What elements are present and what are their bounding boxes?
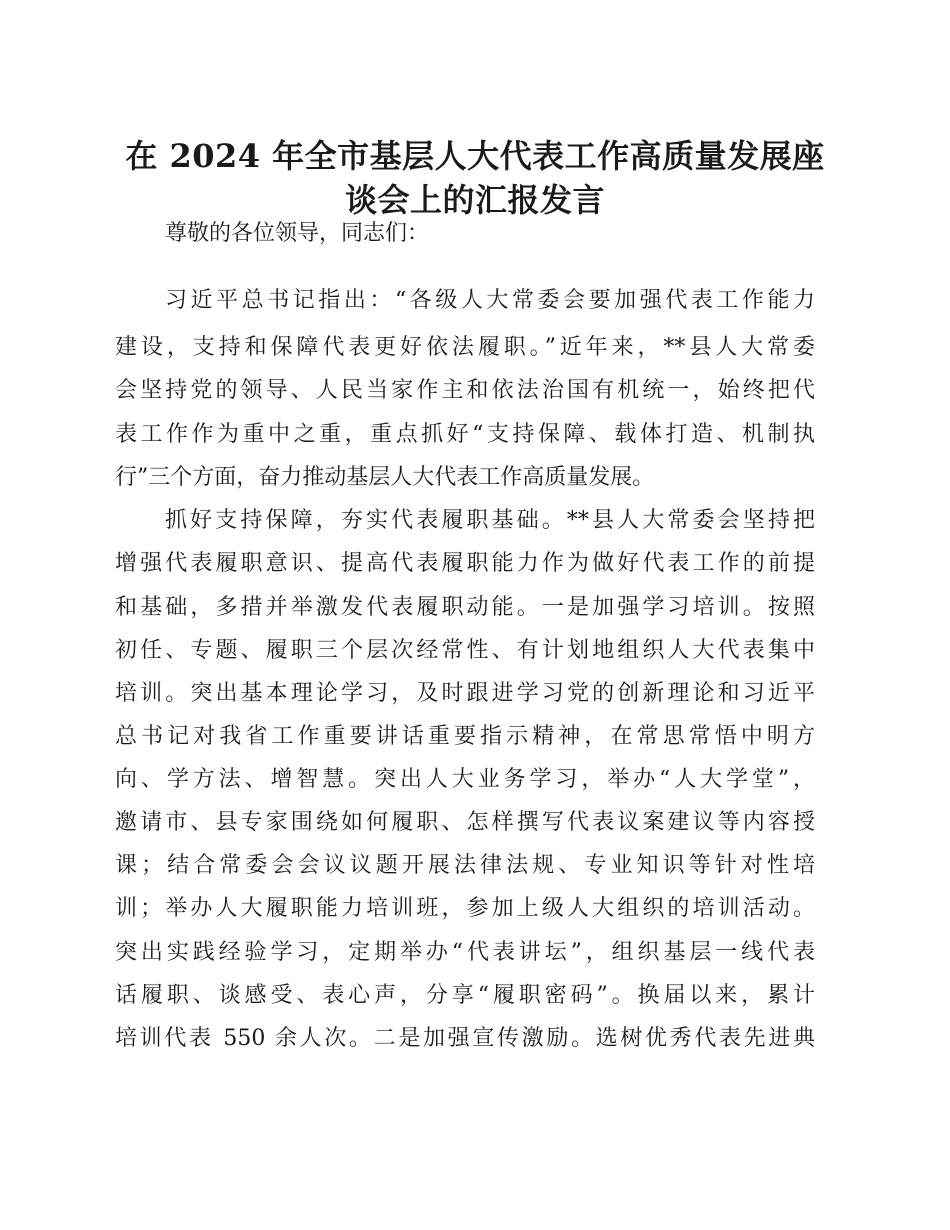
- paragraph-2-line: 课；结合常委会会议议题开展法律法规、专业知识等针对性培: [115, 853, 815, 878]
- paragraph-1-line: 表工作作为重中之重，重点抓好“支持保障、载体打造、机制执: [115, 422, 815, 447]
- paragraph-2-line: 培训。突出基本理论学习，及时跟进学习党的创新理论和习近平: [115, 681, 815, 706]
- paragraph-2-line: 训；举办人大履职能力培训班，参加上级人大组织的培训活动。: [115, 896, 815, 921]
- paragraph-1-line: 行”三个方面，奋力推动基层人大代表工作高质量发展。: [115, 465, 655, 490]
- paragraph-2-line: 抓好支持保障，夯实代表履职基础。**县人大常委会坚持把: [165, 508, 815, 533]
- paragraph-1-line: 会坚持党的领导、人民当家作主和依法治国有机统一，始终把代: [115, 378, 815, 403]
- paragraph-2-line: 突出实践经验学习，定期举办“代表讲坛”，组织基层一线代表: [115, 940, 815, 965]
- paragraph-2-line: 和基础，多措并举激发代表履职动能。一是加强学习培训。按照: [115, 595, 815, 620]
- title-line-1: 在 2024 年全市基层人大代表工作高质量发展座: [125, 137, 825, 175]
- paragraph-2-line: 增强代表履职意识、提高代表履职能力作为做好代表工作的前提: [115, 551, 815, 576]
- paragraph-2-line: 邀请市、县专家围绕如何履职、怎样撰写代表议案建议等内容授: [115, 810, 815, 835]
- paragraph-2-line: 总书记对我省工作重要讲话重要指示精神，在常思常悟中明方: [115, 724, 815, 749]
- paragraph-1-line: 习近平总书记指出：“各级人大常委会要加强代表工作能力: [165, 288, 815, 313]
- salutation: 尊敬的各位领导，同志们：: [165, 221, 430, 246]
- paragraph-2-line: 话履职、谈感受、表心声，分享“履职密码”。换届以来，累计: [115, 983, 815, 1008]
- paragraph-1-line: 建设，支持和保障代表更好依法履职。”近年来，**县人大常委: [115, 335, 815, 360]
- paragraph-2-line: 向、学方法、增智慧。突出人大业务学习，举办“人大学堂”，: [115, 767, 815, 792]
- paragraph-2-line: 初任、专题、履职三个层次经常性、有计划地组织人大代表集中: [115, 638, 815, 663]
- title-line-2: 谈会上的汇报发言: [344, 181, 605, 219]
- paragraph-2-line: 培训代表 550 余人次。二是加强宣传激励。选树优秀代表先进典: [115, 1026, 815, 1051]
